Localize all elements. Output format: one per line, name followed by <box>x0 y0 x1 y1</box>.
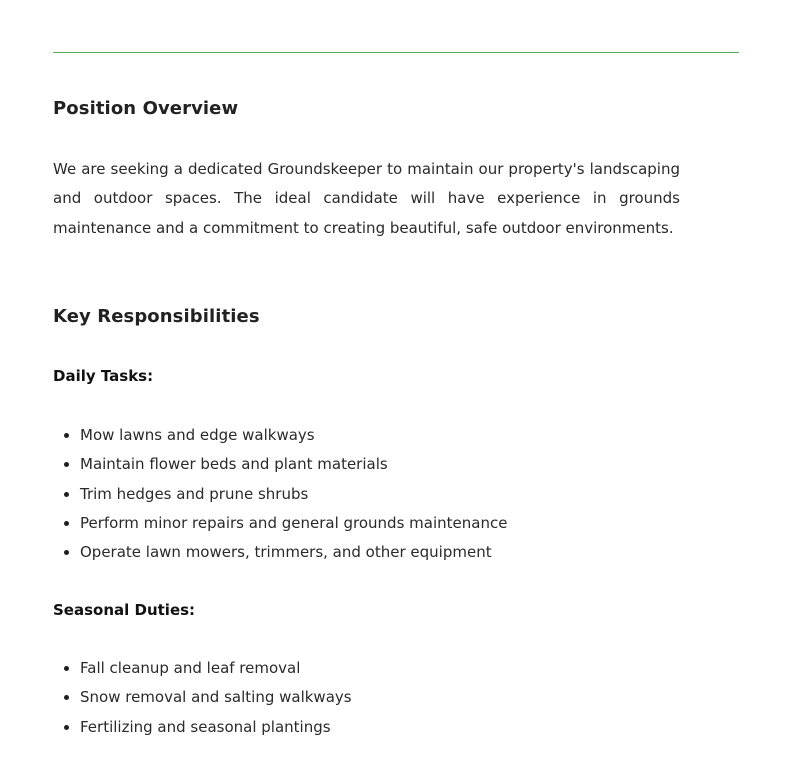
list-item <box>53 450 507 479</box>
list-item-text: Perform minor repairs and general grounds maintenance <box>80 513 508 532</box>
key-responsibilities-heading: Key Responsibilities <box>53 306 260 327</box>
list-item-text: Snow removal and salting walkways <box>80 688 352 707</box>
list-item <box>53 654 352 683</box>
list-item <box>53 509 507 538</box>
list-item <box>53 480 507 509</box>
list-item-text: Operate lawn mowers, trimmers, and other equipment <box>80 543 492 562</box>
list-item-text: Fall cleanup and leaf removal <box>80 659 301 677</box>
seasonal-duties-list <box>53 654 352 742</box>
bullet-icon <box>64 550 69 555</box>
list-item <box>53 421 507 450</box>
list-item <box>53 713 352 742</box>
daily-tasks-list <box>53 421 507 567</box>
bullet-icon <box>64 492 69 497</box>
bullet-icon <box>64 521 69 526</box>
daily-tasks-heading: Daily Tasks: <box>53 367 154 385</box>
bullet-icon <box>64 695 69 700</box>
list-item <box>53 683 352 712</box>
list-item-text: Fertilizing and seasonal plantings <box>80 717 331 736</box>
position-overview-paragraph: We are seeking a dedicated Groundskeeper to maintain our property's landscaping and outdoor spaces. The ideal candidate will have experience in grounds maintenance and a commitment to creating beautiful, safe outdoor environments. <box>53 160 680 237</box>
seasonal-duties-heading: Seasonal Duties: <box>53 601 196 619</box>
bullet-icon <box>64 462 69 467</box>
list-item-text: Trim hedges and prune shrubs <box>80 484 309 503</box>
position-overview-heading: Position Overview <box>53 98 239 119</box>
bullet-icon <box>64 725 69 730</box>
bullet-icon <box>64 666 69 671</box>
bullet-icon <box>64 433 69 438</box>
list-item <box>53 538 507 567</box>
list-item-text: Maintain flower beds and plant materials <box>80 455 388 474</box>
section-divider <box>53 52 739 53</box>
list-item-text: Mow lawns and edge walkways <box>80 426 315 444</box>
